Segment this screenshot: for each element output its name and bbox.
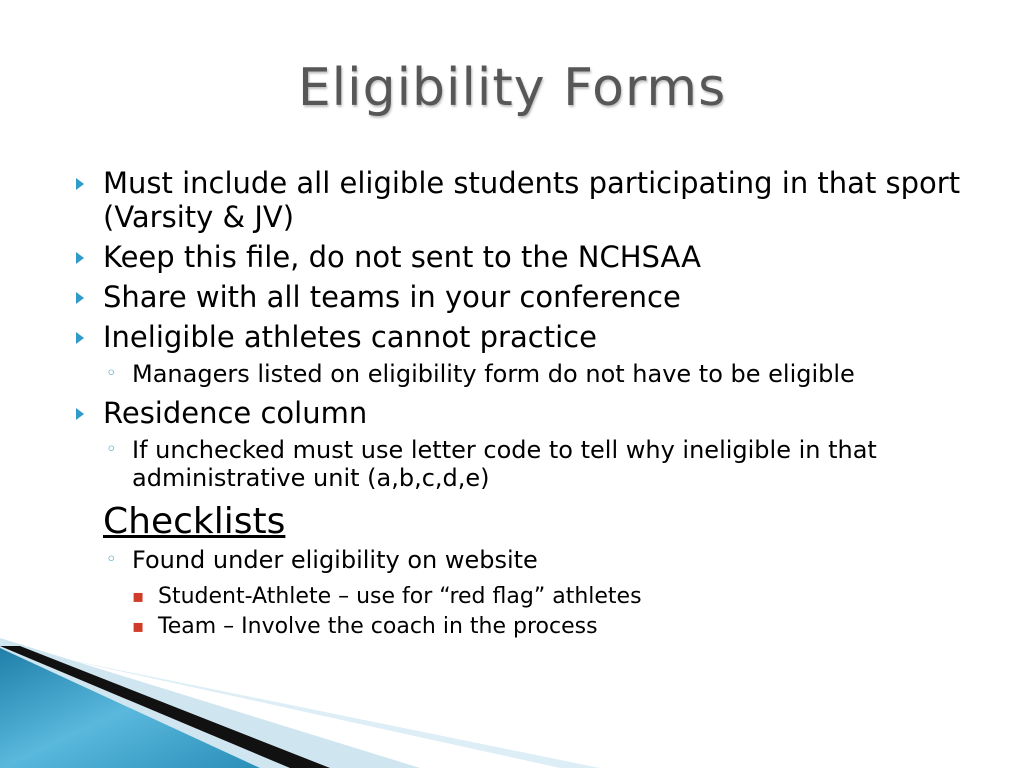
circle-bullet-icon: ◦ (106, 549, 117, 570)
square-bullet-icon: ▪ (132, 616, 145, 637)
sub-sub-bullet-item (76, 582, 976, 612)
bullet-text: Must include all eligible students participating in that sport (Varsity & JV) (103, 166, 961, 234)
arrow-bullet-icon (76, 178, 84, 190)
bullet-item (76, 240, 976, 274)
bullet-text: Team – Involve the coach in the process (158, 614, 598, 639)
bullet-text: Student-Athlete – use for “red flag” athletes (158, 584, 642, 609)
bullet-text: If unchecked must use letter code to tell why ineligible in that administrative unit (a,b,c,d,e) (132, 436, 877, 492)
bullet-text: Found under eligibility on website (132, 546, 538, 574)
square-bullet-icon: ▪ (132, 586, 145, 607)
bullet-list (76, 166, 976, 642)
arrow-bullet-icon (76, 332, 84, 344)
bullet-item (76, 320, 976, 354)
corner-decoration (0, 638, 1024, 768)
sub-bullet-item (76, 546, 976, 574)
circle-bullet-icon: ◦ (106, 363, 117, 384)
arrow-bullet-icon (76, 292, 84, 304)
section-heading: Checklists (103, 501, 286, 542)
bullet-text: Residence column (103, 396, 368, 430)
bullet-text: Ineligible athletes cannot practice (103, 320, 597, 354)
sub-bullet-item (76, 436, 976, 492)
bullet-text: Share with all teams in your conference (103, 280, 681, 314)
bullet-item (76, 280, 976, 314)
sub-bullet-item (76, 360, 976, 388)
arrow-bullet-icon (76, 252, 84, 264)
bullet-text: Keep this file, do not sent to the NCHSAA (103, 240, 701, 274)
slide-title: Eligibility Forms (297, 58, 727, 118)
bullet-text: Managers listed on eligibility form do not have to be eligible (132, 360, 855, 388)
circle-bullet-icon: ◦ (106, 439, 117, 460)
bullet-item (76, 396, 976, 430)
arrow-bullet-icon (76, 408, 84, 420)
bullet-item (76, 166, 976, 234)
